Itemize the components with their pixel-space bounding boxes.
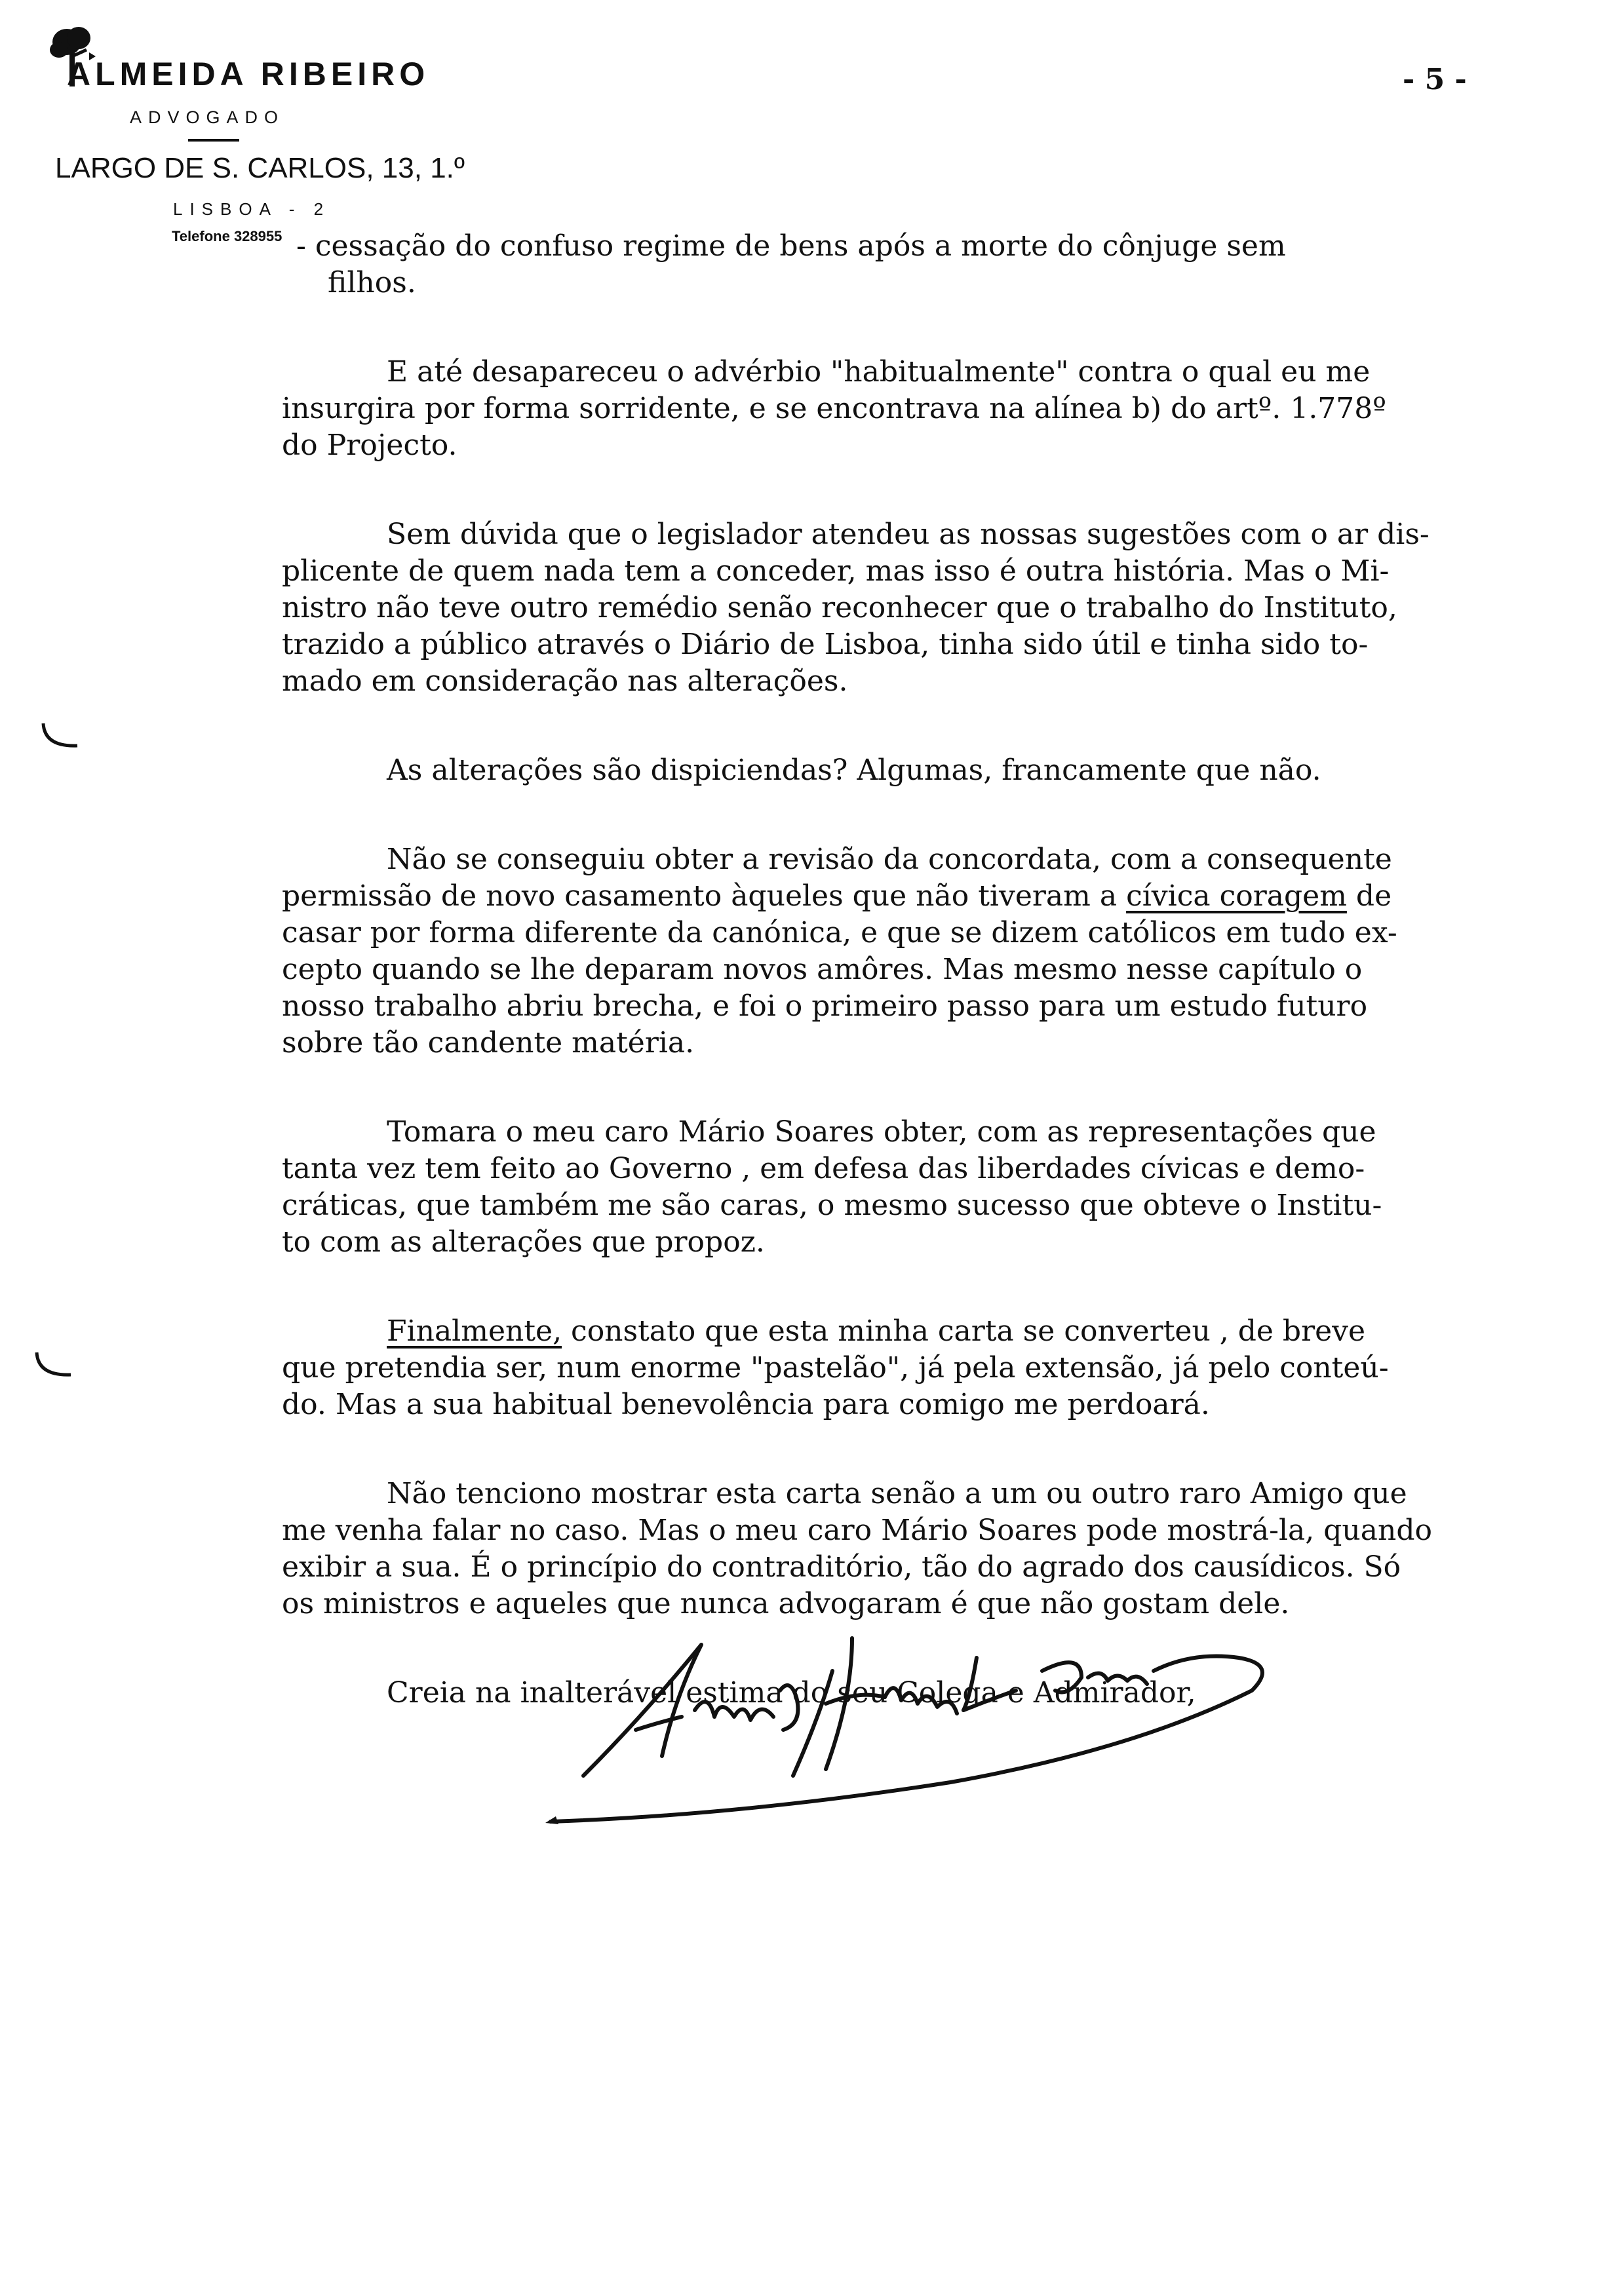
paragraph-6 bbox=[282, 1114, 1566, 1261]
text-line: trazido a público através o Diário de Lisboa, tinha sido útil e tinha sido to- bbox=[282, 628, 1369, 661]
text-fragment: constato que esta minha carta se converteu , de breve bbox=[562, 1314, 1366, 1348]
paragraph-4 bbox=[282, 752, 1566, 789]
paragraph-3 bbox=[282, 516, 1566, 700]
text-line: do. Mas a sua habitual benevolência para comigo me perdoará. bbox=[282, 1388, 1210, 1421]
text-fragment: de bbox=[1346, 879, 1392, 913]
text-line: Tomara o meu caro Mário Soares obter, com as representações que bbox=[387, 1115, 1376, 1149]
text-line bbox=[282, 878, 1566, 915]
text-line: filhos. bbox=[328, 266, 416, 299]
text-line: cráticas, que também me são caras, o mesmo sucesso que obteve o Institu- bbox=[282, 1189, 1382, 1222]
text-line: que pretendia ser, num enorme "pastelão", já pela extensão, já pelo conteú- bbox=[282, 1351, 1389, 1385]
paragraph-7 bbox=[282, 1313, 1566, 1423]
text-line: nistro não teve outro remédio senão reconhecer que o trabalho do Instituto, bbox=[282, 591, 1397, 624]
letterhead-city: LISBOA - 2 bbox=[173, 199, 331, 219]
underlined-phrase: cívica coragem bbox=[1126, 879, 1347, 913]
text-line: do Projecto. bbox=[282, 429, 457, 462]
text-line: plicente de quem nada tem a conceder, mas isso é outra história. Mas o Mi- bbox=[282, 554, 1390, 588]
text-line: nosso trabalho abriu brecha, e foi o primeiro passo para um estudo futuro bbox=[282, 989, 1368, 1023]
paragraph-2 bbox=[282, 354, 1566, 464]
closing-line: Creia na inalterável estima do seu Colega e Admirador, bbox=[387, 1676, 1196, 1710]
text-line: As alterações são dispiciendas? Algumas, francamente que não. bbox=[387, 754, 1321, 787]
letter-body bbox=[282, 228, 1566, 1764]
text-line: Não tenciono mostrar esta carta senão a um ou outro raro Amigo que bbox=[387, 1477, 1407, 1510]
page-number: - 5 - bbox=[1403, 63, 1467, 96]
text-line: Não se conseguiu obter a revisão da concordata, com a consequente bbox=[387, 843, 1392, 876]
paragraph-5 bbox=[282, 841, 1566, 1062]
letterhead-address: LARGO DE S. CARLOS, 13, 1.º bbox=[55, 152, 465, 184]
letterhead-phone: Telefone 328955 bbox=[172, 228, 282, 244]
text-line: sobre tão candente matéria. bbox=[282, 1026, 695, 1060]
signature-icon bbox=[544, 1618, 1344, 1828]
letterhead-name: ALMEIDA RIBEIRO bbox=[67, 56, 430, 92]
text-line: - cessação do confuso regime de bens após a morte do cônjuge sem bbox=[296, 229, 1286, 263]
letterhead-divider bbox=[188, 139, 239, 142]
text-line: insurgira por forma sorridente, e se encontrava na alínea b) do artº. 1.778º bbox=[282, 392, 1386, 425]
letterhead-profession: ADVOGADO bbox=[130, 107, 285, 127]
punch-mark-icon bbox=[38, 721, 84, 755]
text-line: os ministros e aqueles que nunca advogaram é que não gostam dele. bbox=[282, 1587, 1290, 1620]
text-line: tanta vez tem feito ao Governo , em defesa das liberdades cívicas e demo- bbox=[282, 1152, 1365, 1185]
paragraph-8 bbox=[282, 1476, 1566, 1622]
punch-mark-icon bbox=[31, 1350, 77, 1384]
text-line: Sem dúvida que o legislador atendeu as nossas sugestões com o ar dis- bbox=[387, 518, 1430, 551]
text-line: exibir a sua. É o princípio do contraditório, tão do agrado dos causídicos. Só bbox=[282, 1550, 1401, 1584]
text-line: cepto quando se lhe deparam novos amôres. Mas mesmo nesse capítulo o bbox=[282, 953, 1363, 986]
text-line: me venha falar no caso. Mas o meu caro Mário Soares pode mostrá-la, quando bbox=[282, 1514, 1432, 1547]
text-line: E até desapareceu o advérbio "habitualmente" contra o qual eu me bbox=[387, 355, 1371, 389]
paragraph-1 bbox=[282, 228, 1566, 301]
text-line bbox=[282, 1313, 1566, 1350]
text-line: mado em consideração nas alterações. bbox=[282, 664, 848, 698]
text-line: casar por forma diferente da canónica, e que se dizem católicos em tudo ex- bbox=[282, 916, 1397, 949]
underlined-phrase: Finalmente, bbox=[387, 1314, 562, 1348]
text-line: to com as alterações que propoz. bbox=[282, 1225, 765, 1259]
text-fragment: permissão de novo casamento àqueles que não tiveram a bbox=[282, 879, 1127, 913]
